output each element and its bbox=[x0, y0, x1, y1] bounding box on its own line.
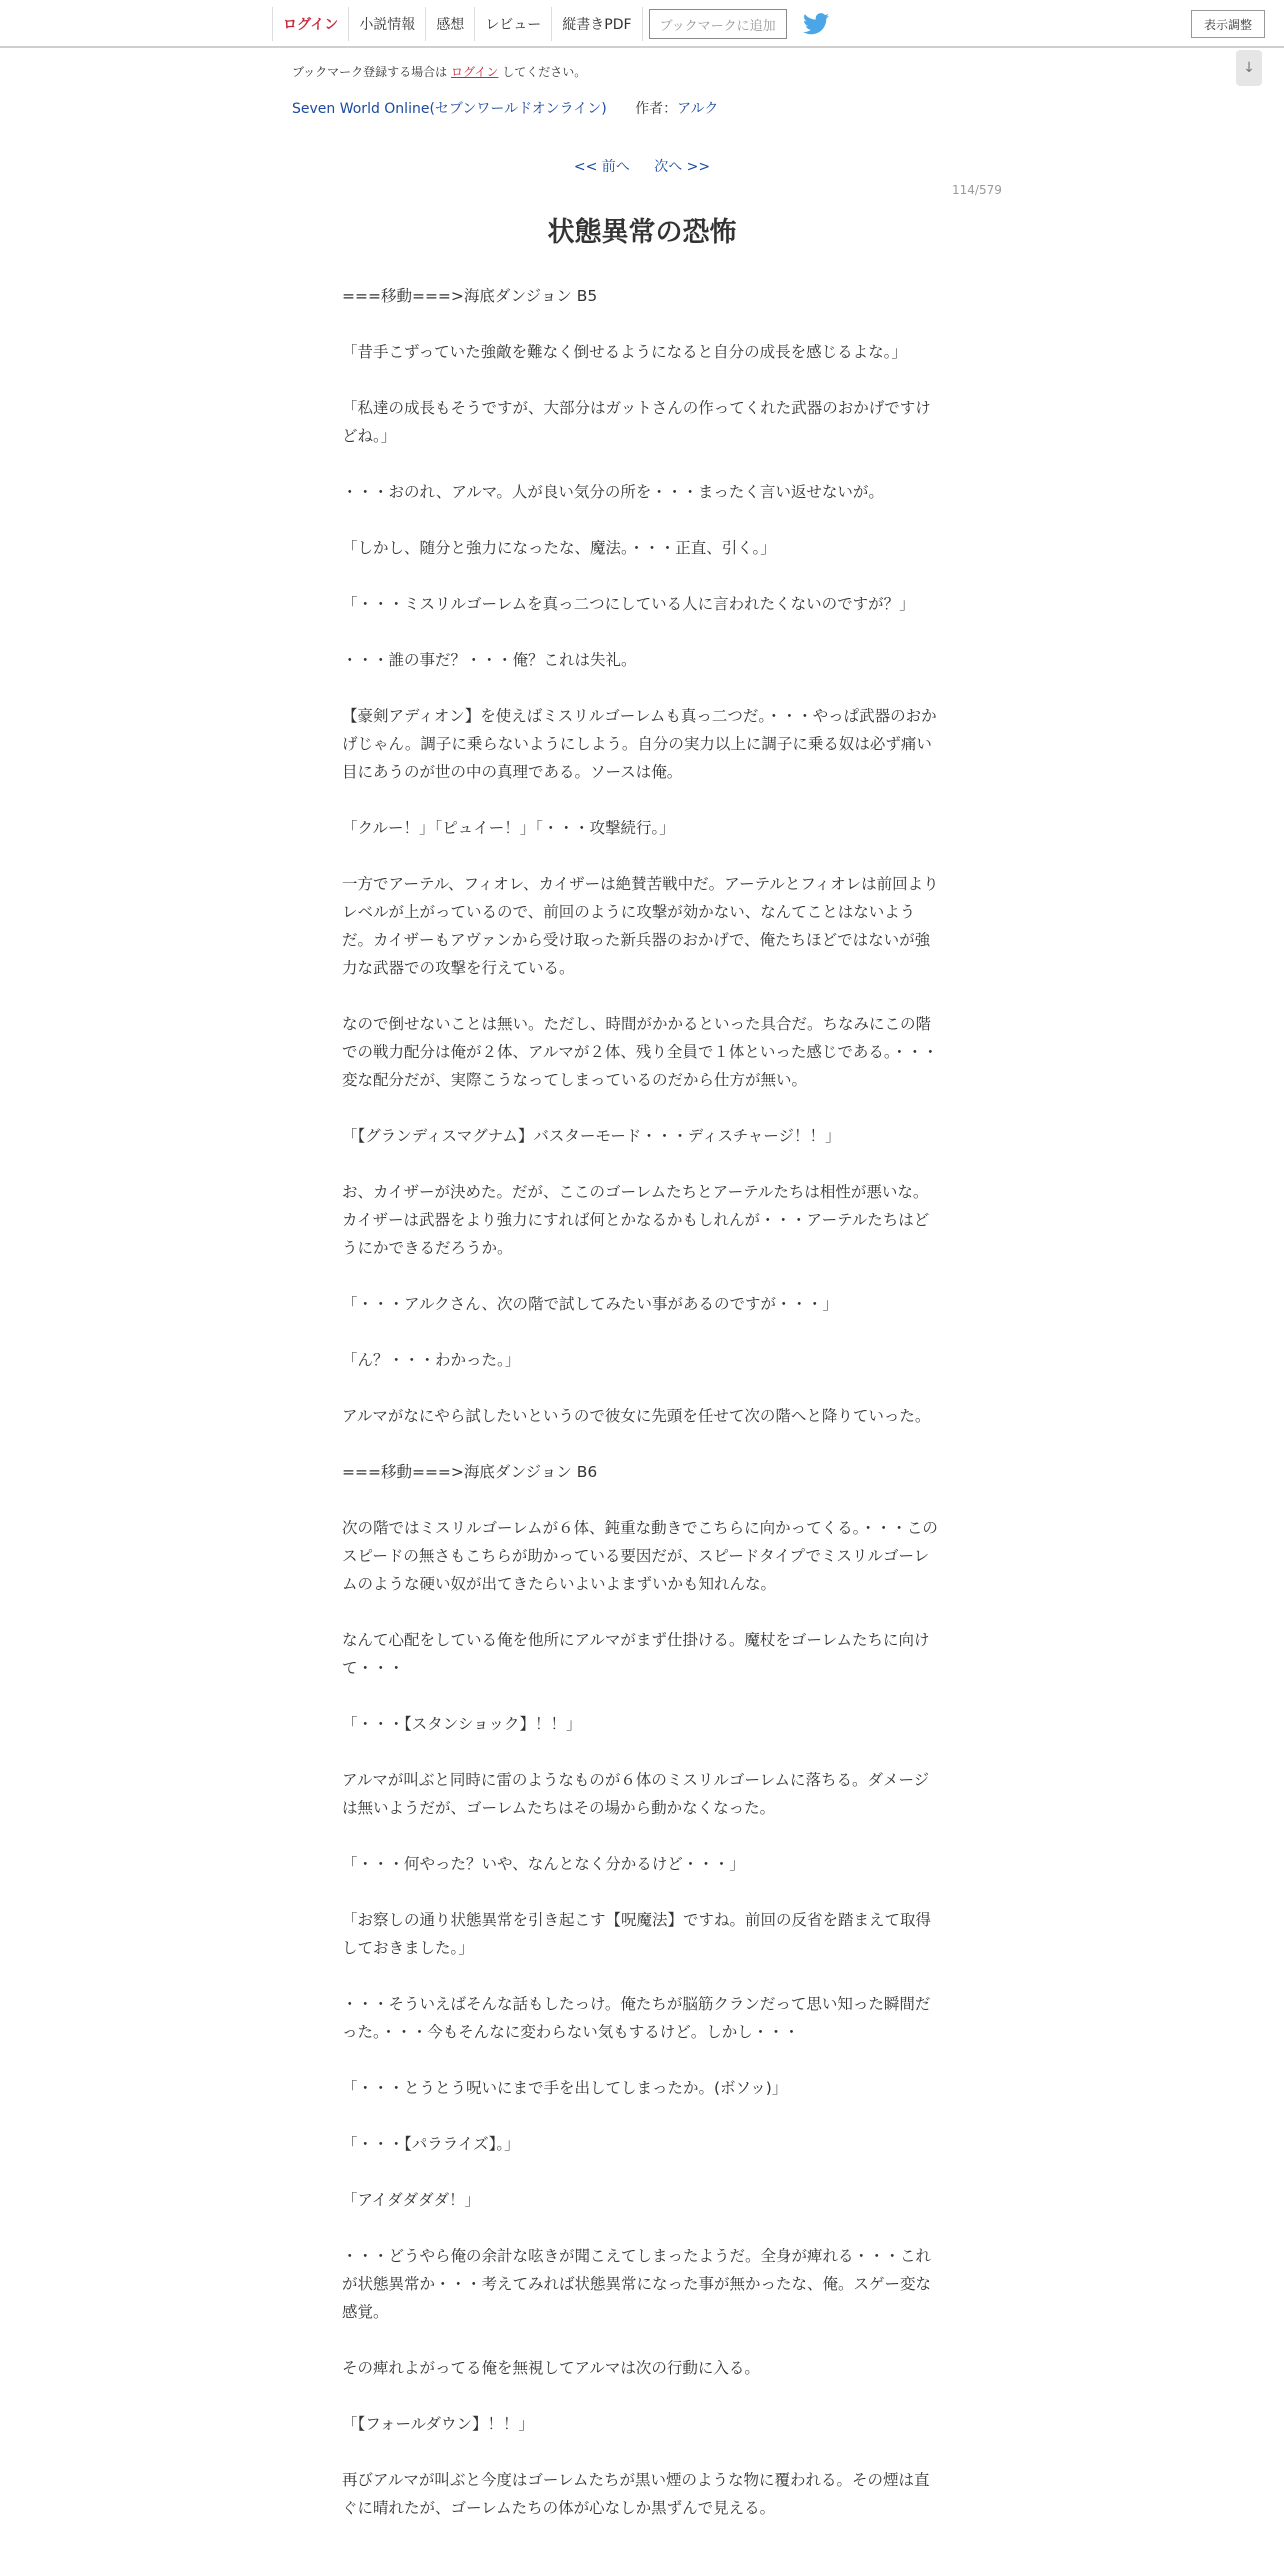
body-paragraph: お、カイザーが決めた。だが、ここのゴーレムたちとアーテルたちは相性が悪いな。カイザーは武器をより強力にすれば何とかなるかもしれんが・・・アーテルたちはどうにかできるだろうか。 bbox=[342, 1183, 930, 1257]
nav-review[interactable]: レビュー bbox=[474, 7, 551, 41]
body-paragraph: ・・・どうやら俺の余計な呟きが聞こえてしまったようだ。全身が痺れる・・・これが状態異常か・・・考えてみれば状態異常になった事が無かったな、俺。スゲー変な感覚。 bbox=[342, 2247, 932, 2321]
nav-vertical-pdf[interactable]: 縦書きPDF bbox=[551, 7, 642, 41]
body-paragraph: 再びアルマが叫ぶと今度はゴーレムたちが黒い煙のような物に覆われる。その煙は直ぐに晴れたが、ゴーレムたちの体が心なしか黒ずんで見える。 bbox=[342, 2471, 930, 2517]
next-chapter-link[interactable]: 次へ >> bbox=[654, 159, 711, 175]
nav-menu bbox=[272, 6, 829, 42]
body-paragraph: 「【フォールダウン】！！」 bbox=[342, 2415, 535, 2433]
display-settings-button[interactable]: 表示調整 bbox=[1191, 10, 1265, 38]
nav-novel-info[interactable]: 小説情報 bbox=[348, 7, 425, 41]
top-nav-bar bbox=[0, 0, 1284, 48]
body-paragraph: 「アイダダダダ！」 bbox=[342, 2191, 481, 2209]
body-paragraph: 「・・・【パラライズ】。」 bbox=[342, 2135, 520, 2153]
body-paragraph: 「クルー！」「ピュイー！」「・・・攻撃続行。」 bbox=[342, 819, 675, 837]
twitter-icon[interactable] bbox=[803, 13, 829, 35]
body-paragraph: 【豪剣アディオン】を使えばミスリルゴーレムも真っ二つだ。・・・やっぱ武器のおかげじゃん。調子に乗らないようにしよう。自分の実力以上に調子に乗る奴は必ず痛い目にあうのが世の中の真理である。ソースは俺。 bbox=[342, 707, 937, 781]
author-label: 作者： bbox=[635, 101, 678, 117]
body-paragraph: ・・・おのれ、アルマ。人が良い気分の所を・・・まったく言い返せないが。 bbox=[342, 483, 884, 501]
twitter-bird-icon bbox=[803, 13, 829, 35]
body-paragraph: ・・・そういえばそんな話もしたっけ。俺たちが脳筋クランだって思い知った瞬間だった。・・・今もそんなに変わらない気もするけど。しかし・・・ bbox=[342, 1995, 931, 2041]
nav-login[interactable]: ログイン bbox=[272, 7, 348, 41]
body-paragraph: 「しかし、随分と強力になったな、魔法。・・・正直、引く。」 bbox=[342, 539, 776, 557]
prev-chapter-link[interactable]: << 前へ bbox=[573, 159, 630, 175]
author-link[interactable]: アルク bbox=[677, 101, 719, 117]
body-paragraph: 一方でアーテル、フィオレ、カイザーは絶賛苦戦中だ。アーテルとフィオレは前回よりレベルが上がっているので、前回のように攻撃が効かない、なんてことはないようだ。カイザーもアヴァンから受け取った新兵器のおかげで、俺たちほどではないが強力な武器での攻撃を行えている。 bbox=[342, 875, 939, 977]
novel-info bbox=[292, 98, 718, 118]
chapter-pager bbox=[0, 156, 1284, 176]
notice-suffix: してください。 bbox=[502, 65, 587, 79]
body-paragraph: 「・・・【スタンショック】！！」 bbox=[342, 1715, 582, 1733]
body-paragraph: ===移動===>海底ダンジョン B6 bbox=[342, 1463, 598, 1481]
nav-impressions[interactable]: 感想 bbox=[425, 7, 474, 41]
body-paragraph: ・・・誰の事だ？・・・俺？これは失礼。 bbox=[342, 651, 637, 669]
notice-login-link[interactable]: ログイン bbox=[451, 65, 499, 79]
chapter-counter: 114/579 bbox=[952, 183, 1002, 197]
body-paragraph: 「・・・ミスリルゴーレムを真っ二つにしている人に言われたくないのですが？」 bbox=[342, 595, 915, 613]
body-paragraph: 「【グランディスマグナム】バスターモード・・・ディスチャージ！！」 bbox=[342, 1127, 841, 1145]
body-paragraph: 「・・・何やった？いや、なんとなく分かるけど・・・」 bbox=[342, 1855, 745, 1873]
body-paragraph: アルマがなにやら試したいというので彼女に先頭を任せて次の階へと降りていった。 bbox=[342, 1407, 931, 1425]
body-paragraph: ===移動===>海底ダンジョン B5 bbox=[342, 287, 598, 305]
body-paragraph: なんて心配をしている俺を他所にアルマがまず仕掛ける。魔杖をゴーレムたちに向けて・・・ bbox=[342, 1631, 930, 1677]
body-paragraph: なので倒せないことは無い。ただし、時間がかかるといった具合だ。ちなみにこの階での戦力配分は俺が２体、アルマが２体、残り全員で１体といった感じである。・・・変な配分だが、実際こうなってしまっているのだから仕方が無い。 bbox=[342, 1015, 939, 1089]
body-paragraph: 「・・・とうとう呪いにまで手を出してしまったか。(ボソッ)」 bbox=[342, 2079, 788, 2097]
body-paragraph: 「私達の成長もそうですが、大部分はガットさんの作ってくれた武器のおかげですけどね。」 bbox=[342, 399, 931, 445]
chapter-body bbox=[342, 282, 942, 2550]
body-paragraph: 「ん？・・・わかった。」 bbox=[342, 1351, 521, 1369]
scroll-down-icon[interactable]: ↓ bbox=[1236, 50, 1262, 86]
body-paragraph: 「昔手こずっていた強敵を難なく倒せるようになると自分の成長を感じるよな。」 bbox=[342, 343, 907, 361]
body-paragraph: 「・・・アルクさん、次の階で試してみたい事があるのですが・・・」 bbox=[342, 1295, 839, 1313]
body-paragraph: 次の階ではミスリルゴーレムが６体、鈍重な動きでこちらに向かってくる。・・・このスピードの無さもこちらが助かっている要因だが、スピードタイプでミスリルゴーレムのような硬い奴が出てきたらいよいよまずいかも知れんな。 bbox=[342, 1519, 938, 1593]
bookmark-login-notice bbox=[292, 63, 586, 80]
body-paragraph: アルマが叫ぶと同時に雷のようなものが６体のミスリルゴーレムに落ちる。ダメージは無いようだが、ゴーレムたちはその場から動かなくなった。 bbox=[342, 1771, 930, 1817]
chapter-title: 状態異常の恐怖 bbox=[547, 217, 737, 248]
notice-prefix: ブックマーク登録する場合は bbox=[292, 65, 448, 79]
body-paragraph: その痺れよがってる俺を無視してアルマは次の行動に入る。 bbox=[342, 2359, 760, 2377]
add-bookmark-button[interactable]: ブックマークに追加 bbox=[649, 9, 787, 39]
novel-title-link[interactable]: Seven World Online(セブンワールドオンライン) bbox=[292, 101, 607, 117]
body-paragraph: 「お察しの通り状態異常を引き起こす【呪魔法】ですね。前回の反省を踏まえて取得しておきました。」 bbox=[342, 1911, 932, 1957]
